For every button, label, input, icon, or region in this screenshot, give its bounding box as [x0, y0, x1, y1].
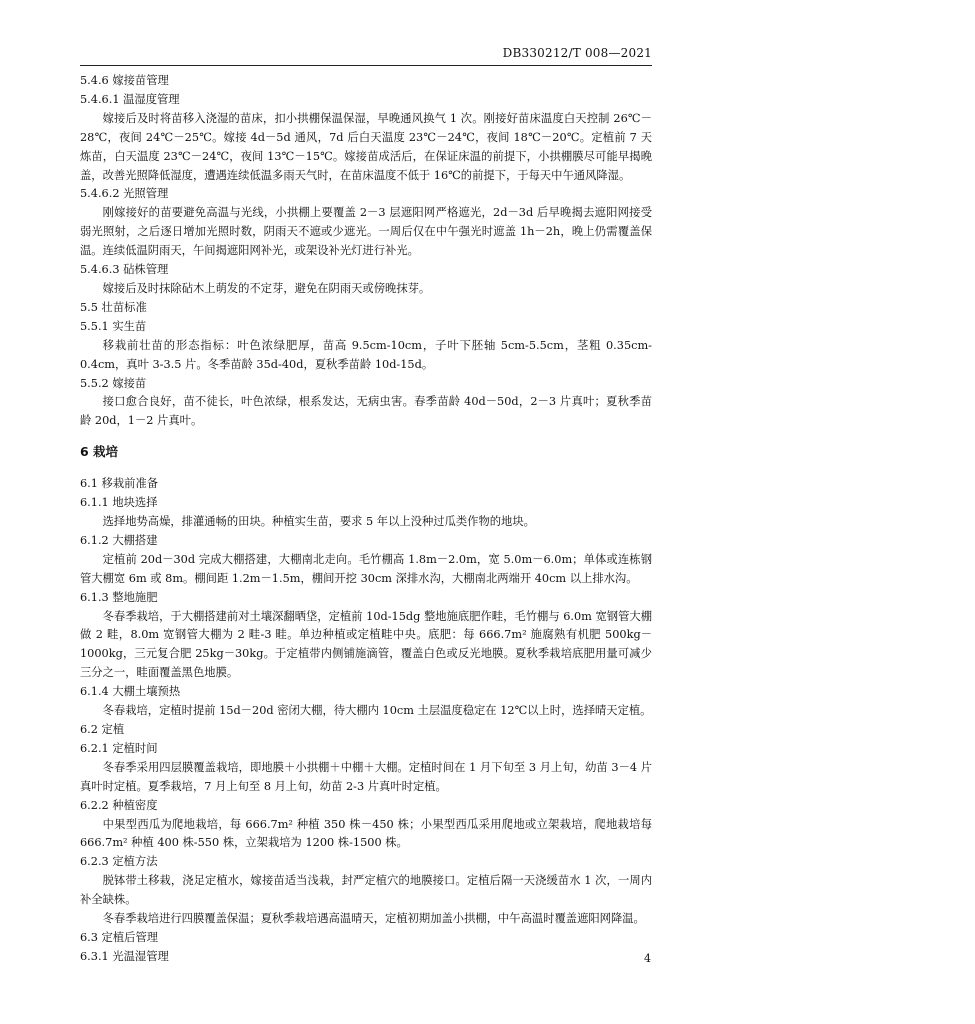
document-body	[80, 72, 652, 967]
section-heading: 6.1 移栽前准备	[80, 477, 159, 491]
paragraph: 接口愈合良好，苗不徒长，叶色浓绿，根系发达，无病虫害。春季苗龄 40d－50d，2－3 片真叶；夏秋季苗龄 20d，1－2 片真叶。	[80, 395, 652, 428]
paragraph: 定植前 20d－30d 完成大棚搭建，大棚南北走向。毛竹棚高 1.8m－2.0m，宽 5.0m－6.0m；单体或连栋钢管大棚宽 6m 或 8m。棚间距 1.2m－1.5m，棚间开挖 30cm 深排水沟，大棚南北两端开 40cm 以上排水沟。	[80, 552, 652, 585]
paragraph: 冬春季采用四层膜覆盖栽培，即地膜＋小拱棚＋中棚＋大棚。定植时间在 1 月下旬至 3 月上旬，幼苗 3－4 片真叶时定植。夏季栽培，7 月上旬至 8 月上旬，幼苗 2-3 片真叶时定植。	[80, 760, 652, 793]
paragraph: 中果型西瓜为爬地栽培，每 666.7m² 种植 350 株－450 株；小果型西瓜采用爬地或立架栽培，爬地栽培每 666.7m² 种植 400 株-550 株，立架栽培为 1200 株-1500 株。	[80, 817, 652, 850]
section-heading: 6.1.1 地块选择	[80, 496, 158, 510]
section-heading: 5.4.6.1 温湿度管理	[80, 92, 180, 106]
section-heading: 5.5.2 嫁接苗	[80, 376, 147, 390]
section-heading: 6.2 定植	[80, 723, 125, 736]
chapter-heading: 6 栽培	[80, 444, 119, 460]
section-heading: 6.2.1 定植时间	[80, 741, 158, 755]
paragraph: 选择地势高燥，排灌通畅的田块。种植实生苗，要求 5 年以上没种过瓜类作物的地块。	[102, 515, 535, 529]
paragraph: 移栽前壮苗的形态指标：叶色浓绿肥厚，苗高 9.5cm-10cm，子叶下胚轴 5cm-5.5cm，茎粗 0.35cm-0.4cm，真叶 3-3.5 片。冬季苗龄 35d-40d，夏秋季苗龄 10d-15d。	[80, 338, 652, 371]
section-heading: 5.4.6.2 光照管理	[80, 187, 169, 201]
section-heading: 6.1.4 大棚土壤预热	[80, 685, 181, 699]
paragraph: 冬春季栽培，于大棚搭建前对土壤深翻晒垡，定植前 10d-15dg 整地施底肥作畦，毛竹棚与 6.0m 宽钢管大棚做 2 畦，8.0m 宽钢管大棚为 2 畦-3 畦。单边种植或定植畦中央。底肥：每 666.7m² 施腐熟有机肥 500kg－1000kg，三元复合肥 25kg－30kg。于定植带内侧铺施滴管，覆盖白色或反光地膜。夏秋季栽培底肥用量可减少三分之一，畦面覆盖黑色地膜。	[80, 609, 652, 680]
section-heading: 6.3.1 光温湿管理	[80, 949, 169, 963]
paragraph: 冬春季栽培进行四膜覆盖保温；夏秋季栽培遇高温晴天，定植初期加盖小拱棚，中午高温时覆盖遮阳网降温。	[102, 912, 645, 926]
section-heading: 5.5 壮苗标准	[80, 300, 147, 314]
header-rule	[80, 65, 652, 66]
document-code: DB330212/T 008—2021	[502, 46, 652, 60]
page-number: 4	[644, 952, 651, 965]
section-heading: 5.4.6.3 砧株管理	[80, 263, 169, 277]
section-heading: 6.2.3 定植方法	[80, 855, 158, 869]
section-heading: 6.1.3 整地施肥	[80, 590, 158, 604]
section-heading: 5.5.1 实生苗	[80, 319, 147, 333]
section-heading: 5.4.6 嫁接苗管理	[80, 74, 169, 87]
section-heading: 6.2.2 种植密度	[80, 798, 158, 812]
paragraph: 脱钵带土移栽，浇足定植水，嫁接苗适当浅栽，封严定植穴的地膜接口。定植后隔一天浇缓苗水 1 次，一周内补全缺株。	[80, 874, 652, 907]
section-heading: 6.3 定植后管理	[80, 930, 159, 944]
page-header	[80, 46, 652, 68]
paragraph: 刚嫁接好的苗要避免高温与光线，小拱棚上要覆盖 2－3 层遮阳网严格遮光，2d－3d 后早晚揭去遮阳网接受弱光照射，之后逐日增加光照时数，阴雨天不遮或少遮光。一周后仅在中午强光时遮盖 1h－2h，晚上仍需覆盖保温。连续低温阴雨天，午间揭遮阳网补光，或架设补光灯进行补光。	[80, 206, 652, 258]
section-heading: 6.1.2 大棚搭建	[80, 533, 158, 547]
paragraph: 嫁接后及时抹除砧木上萌发的不定芽，避免在阴雨天或傍晚抹芽。	[102, 281, 431, 295]
paragraph: 嫁接后及时将苗移入浇湿的苗床，扣小拱棚保温保湿，早晚通风换气 1 次。刚接好苗床温度白天控制 26℃－28℃，夜间 24℃－25℃。嫁接 4d－5d 通风，7d 后白天温度 23℃－24℃，夜间 18℃－20℃。定植前 7 天炼苗，白天温度 23℃－24℃，夜间 13℃－15℃。嫁接苗成活后，在保证床温的前提下，小拱棚膜尽可能早揭晚盖，改善光照降低湿度，遭遇连续低温多雨天气时，在苗床温度不低于 16℃的前提下，于每天中午通风降湿。	[80, 111, 652, 182]
paragraph: 冬春栽培，定植时提前 15d－20d 密闭大棚，待大棚内 10cm 土层温度稳定在 12℃以上时，选择晴天定植。	[102, 704, 652, 718]
